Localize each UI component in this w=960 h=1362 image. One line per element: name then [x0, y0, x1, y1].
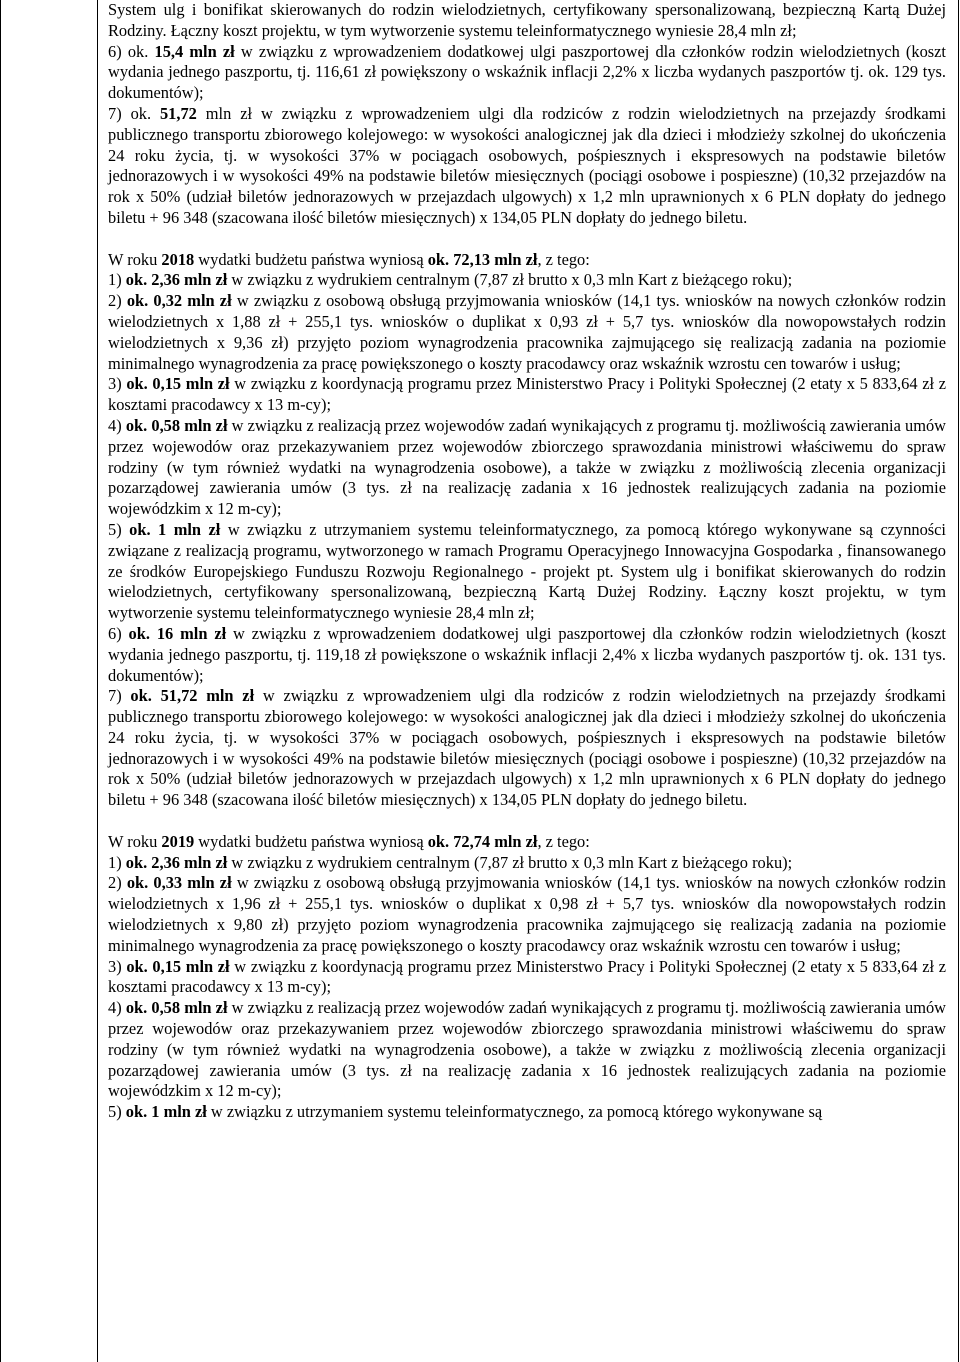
text-run: System ulg i bonifikat skierowanych do rodzin wielodzietnych, certyfikowany spersonalizowaną, bezpieczną Kartą Dużej Rodziny. Łączny koszt projektu, w tym wytworzenie systemu teleinformatycznego wyniesie 28,4 mln zł;: [108, 0, 946, 40]
text-run: 3): [108, 374, 127, 394]
bold-text: ok. 0,15 mln zł: [126, 374, 230, 394]
text-run: w związku z realizacją przez wojewodów zadań wynikających z programu tj. możliwością zawierania umów przez wojewodów oraz przekazywaniem przez wojewodów zbiorczego sprawozdania ministrowi właściwemu do spraw rodziny (w tym również wydatki na wynagrodzenia osobowe), a także w związku z możliwością zlecenia organizacji pozarządowej zawierania umów (3 tys. zł na realizację zadania x 16 jednostek realizujących zadania na poziomie wojewódzkim x 12 m-cy);: [108, 998, 946, 1101]
bold-text: ok. 1 mln zł: [125, 1102, 207, 1122]
document-content: [108, 0, 946, 1123]
paragraph: [108, 250, 946, 271]
bold-text: 2018: [161, 249, 195, 269]
paragraph: [108, 686, 946, 811]
paragraph: [108, 853, 946, 874]
text-run: W roku: [108, 831, 162, 851]
text-run: w związku z wydrukiem centralnym (7,87 zł brutto x 0,3 mln Kart z bieżącego roku);: [227, 270, 793, 290]
text-run: 5): [108, 519, 130, 539]
text-run: w związku z wydrukiem centralnym (7,87 zł brutto x 0,3 mln Kart z bieżącego roku);: [227, 852, 793, 872]
text-run: w związku z wprowadzeniem dodatkowej ulgi paszportowej dla członków rodzin wielodzietnych (koszt wydania jednego paszportu, tj. 119,18 zł powiększone o wskaźnik inflacji 2,4% x liczba wydanych paszportów tj. ok. 131 tys. dokumentów);: [108, 623, 946, 685]
text-run: 4): [108, 998, 126, 1018]
paragraph-gap: [108, 811, 946, 832]
text-run: 6): [108, 623, 129, 643]
text-run: wydatki budżetu państwa wyniosą: [194, 249, 428, 269]
bold-text: ok. 72,74 mln zł: [427, 831, 538, 851]
text-run: wydatki budżetu państwa wyniosą: [194, 831, 428, 851]
text-run: 3): [108, 956, 127, 976]
bold-text: ok. 2,36 mln zł: [125, 852, 228, 872]
text-run: 2): [108, 291, 127, 311]
paragraph: [108, 1102, 946, 1123]
paragraph: [108, 270, 946, 291]
bold-text: ok. 51,72 mln zł: [130, 686, 255, 706]
text-run: w związku z utrzymaniem systemu teleinformatycznego, za pomocą którego wykonywane są czynności związane z realizacją programu, wytworzonego w ramach Programu Operacyjnego Innowacyjna Gospodarka , finansowanego ze środków Europejskiego Funduszu Rozwoju Regionalnego - projekt pt. System ulg i bonifikat skierowanych do rodzin wielodzietnych, certyfikowany spersonalizowaną, bezpieczną Kartą Dużej Rodziny. Łączny koszt projektu, w tym wytworzenie systemu teleinformatycznego wyniesie 28,4 mln zł;: [108, 519, 946, 623]
text-run: mln zł w związku z wprowadzeniem ulgi dla rodziców z rodzin wielodzietnych na przejazdy środkami publicznego transportu zbiorowego kolejowego: w wysokości analogicznej jak dla dzieci i młodzieży szkolnej do ukończenia 24 roku życia, tj. w wysokości 37% w pociągach osobowych, pośpiesznych i ekspresowych na podstawie biletów jednorazowych i w wysokości 49% na podstawie biletów miesięcznych (pociągi osobowe i pospieszne) (10,32 przejazdów na rok x 50% (udział biletów jednorazowych w przejazdach ulgowych) x 1,2 mln uprawnionych x 6 PLN dopłaty do jednego biletu + 96 348 (szacowana ilość biletów miesięcznych) x 134,05 PLN dopłaty do jednego biletu.: [108, 103, 946, 227]
text-run: W roku: [108, 249, 162, 269]
paragraph: [108, 624, 946, 686]
text-run: 2): [108, 873, 127, 893]
bold-text: ok. 2,36 mln zł: [125, 270, 228, 290]
bold-text: ok. 0,58 mln zł: [125, 415, 228, 435]
paragraph: [108, 42, 946, 104]
paragraph: [108, 104, 946, 229]
text-run: 1): [108, 852, 126, 872]
text-run: w związku z utrzymaniem systemu teleinformatycznego, za pomocą którego wykonywane są: [206, 1102, 823, 1122]
paragraph: [108, 291, 946, 374]
paragraph: [108, 998, 946, 1102]
text-run: 7): [108, 686, 131, 706]
bold-text: ok. 0,15 mln zł: [126, 956, 230, 976]
bold-text: ok. 0,58 mln zł: [125, 998, 228, 1018]
text-run: w związku z osobową obsługą przyjmowania wniosków (14,1 tys. wniosków na nowych członków rodzin wielodzietnych x 1,88 zł + 255,1 tys. wniosków o duplikat x 0,93 zł + 5,7 tys. wniosków dla nowopowstałych rodzin wielodzietnych x 9,36 zł) przyjęto poziom wynagrodzenia pracownika zajmującego się realizacją zadania na poziomie minimalnego wynagrodzenia za pracę powiększonego o koszty pracodawcy oraz wskaźnik wzrostu cen towarów i usług;: [108, 291, 946, 373]
text-run: w związku z wprowadzeniem dodatkowej ulgi paszportowej dla członków rodzin wielodzietnych (koszt wydania jednego paszportu, tj. 116,61 zł powiększony o wskaźnik inflacji 2,2% x liczba wydanych paszportów tj. ok. 129 tys. dokumentów);: [108, 41, 946, 103]
paragraph: [108, 873, 946, 956]
text-run: w związku z wprowadzeniem ulgi dla rodziców z rodzin wielodzietnych na przejazdy środkami publicznego transportu zbiorowego kolejowego: w wysokości analogicznej jak dla dzieci i młodzieży szkolnej do ukończenia 24 roku życia, tj. w wysokości 37% w pociągach osobowych, pośpiesznych i ekspresowych na podstawie biletów jednorazowych i w wysokości 49% na podstawie biletów miesięcznych (pociągi osobowe i pospieszne) (10,32 przejazdów na rok x 50% (udział biletów jednorazowych w przejazdach ulgowych) x 1,2 mln uprawnionych x 6 PLN dopłaty do jednego biletu + 96 348 (szacowana ilość biletów miesięcznych) x 134,05 PLN dopłaty do jednego biletu.: [108, 686, 946, 810]
bold-text: 15,4 mln zł: [154, 41, 235, 61]
bold-text: ok. 1 mln zł: [129, 519, 221, 539]
bold-text: ok. 0,32 mln zł: [126, 291, 232, 311]
bold-text: ok. 16 mln zł: [128, 623, 227, 643]
paragraph: [108, 832, 946, 853]
text-run: 7) ok.: [108, 103, 160, 123]
text-run: 4): [108, 415, 126, 435]
text-run: 5): [108, 1102, 126, 1122]
paragraph: [108, 957, 946, 999]
paragraph: [108, 520, 946, 624]
paragraph: [108, 374, 946, 416]
text-run: w związku z osobową obsługą przyjmowania wniosków (14,1 tys. wniosków na nowych członków rodzin wielodzietnych x 1,96 zł + 255,1 tys. wniosków o duplikat x 0,98 zł + 5,7 tys. wniosków dla nowopowstałych rodzin wielodzietnych x 9,80 zł) przyjęto poziom wynagrodzenia pracownika zajmującego się realizacją zadania na poziomie minimalnego wynagrodzenia za pracę powiększonego o koszty pracodawcy oraz wskaźnik wzrostu cen towarów i usług;: [108, 873, 946, 955]
left-margin-column: [0, 0, 98, 1362]
bold-text: ok. 72,13 mln zł: [427, 249, 538, 269]
text-run: , z tego:: [537, 249, 590, 269]
paragraph-gap: [108, 229, 946, 250]
text-run: w związku z koordynacją programu przez Ministerstwo Pracy i Polityki Społecznej (2 etaty x 5 833,64 zł z kosztami pracodawcy x 13 m-cy);: [108, 956, 946, 997]
text-run: 1): [108, 270, 126, 290]
text-run: w związku z realizacją przez wojewodów zadań wynikających z programu tj. możliwością zawierania umów przez wojewodów oraz przekazywaniem przez wojewodów zbiorczego sprawozdania ministrowi właściwemu do spraw rodziny (w tym również wydatki na wynagrodzenia osobowe), a także w związku z możliwością zlecenia organizacji pozarządowej zawierania umów (3 tys. zł na realizację zadania x 16 jednostek realizujących zadania na poziomie wojewódzkim x 12 m-cy);: [108, 415, 946, 519]
text-run: , z tego:: [537, 831, 590, 851]
bold-text: 2019: [161, 831, 195, 851]
text-run: 6) ok.: [108, 41, 155, 61]
text-run: w związku z koordynacją programu przez Ministerstwo Pracy i Polityki Społecznej (2 etaty x 5 833,64 zł z kosztami pracodawcy x 13 m-cy);: [108, 374, 946, 415]
paragraph: [108, 0, 946, 42]
bold-text: ok. 0,33 mln zł: [126, 873, 232, 893]
paragraph: [108, 416, 946, 520]
bold-text: 51,72: [159, 103, 197, 123]
